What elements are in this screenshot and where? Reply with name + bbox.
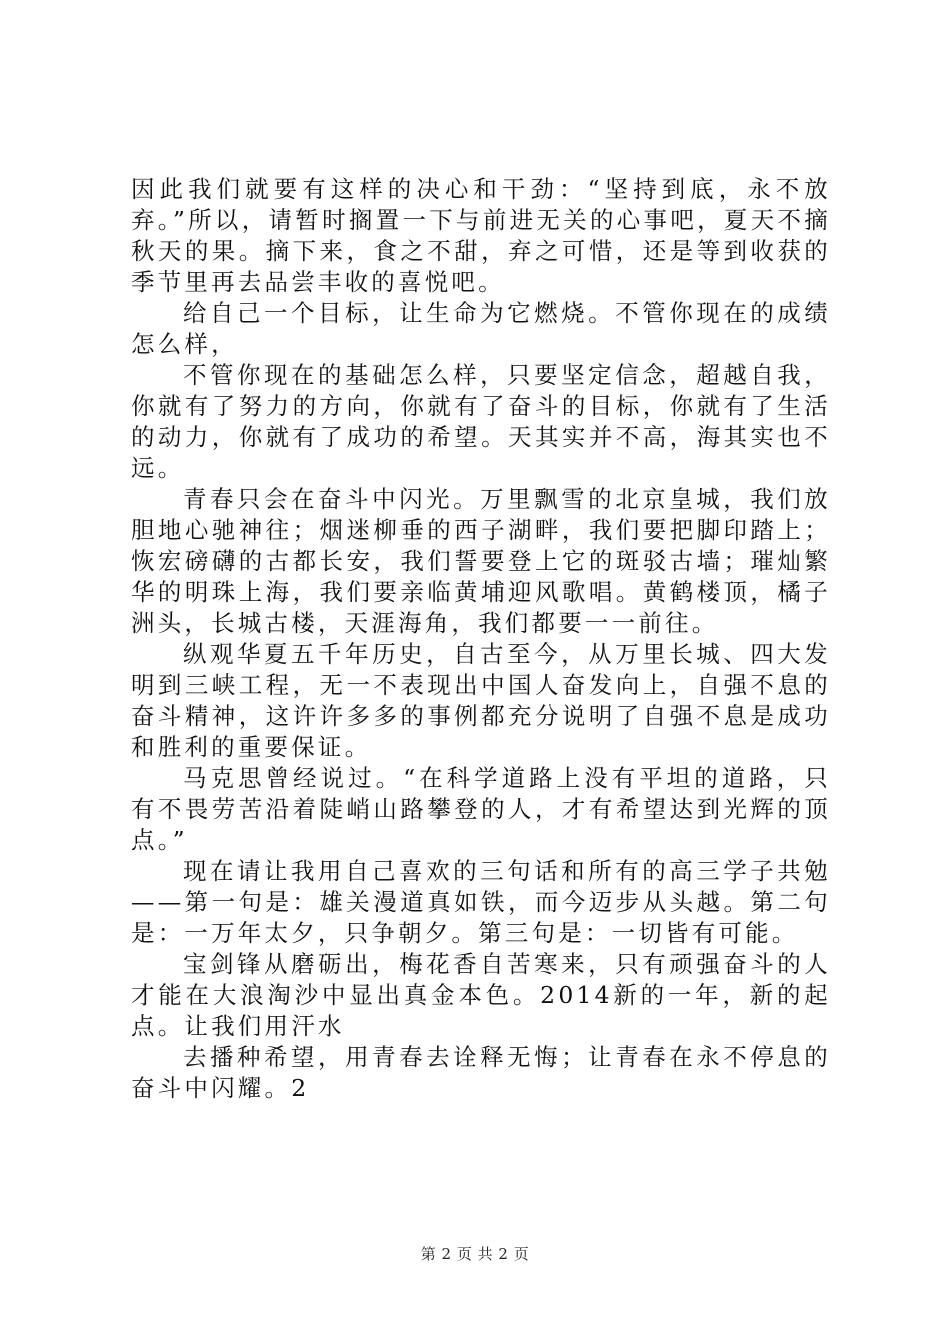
paragraph-1: 因此我们就要有这样的决心和干劲：“坚持到底，永不放弃。”所以，请暂时搁置一下与前进无关的心事吧，夏天不摘秋天的果。摘下来，食之不甜，弃之可惜，还是等到收获的季节里再去品尝丰收的喜悦吧。 [131,175,831,296]
page-number-footer: 第 2 页 共 2 页 [420,1245,530,1263]
paragraph-2: 给自己一个目标，让生命为它燃烧。不管你现在的成绩怎么样， [131,299,831,358]
paragraph-6: 马克思曾经说过。“在科学道路上没有平坦的道路，只有不畏劳苦沿着陡峭山路攀登的人，才有希望达到光辉的顶点。” [131,764,831,854]
paragraph-7: 现在请让我用自己喜欢的三句话和所有的高三学子共勉——第一句是：雄关漫道真如铁，而今迈步从头越。第二句是：一万年太夕，只争朝夕。第三句是：一切皆有可能。 [131,857,831,947]
paragraph-3: 不管你现在的基础怎么样，只要坚定信念，超越自我，你就有了努力的方向，你就有了奋斗的目标，你就有了生活的动力，你就有了成功的希望。天其实并不高，海其实也不远。 [131,361,831,482]
paragraph-5: 纵观华夏五千年历史，自古至今，从万里长城、四大发明到三峡工程，无一不表现出中国人奋发向上，自强不息的奋斗精神，这许许多多的事例都充分说明了自强不息是成功和胜利的重要保证。 [131,640,831,761]
paragraph-9: 去播种希望，用青春去诠释无悔；让青春在永不停息的奋斗中闪耀。2 [131,1043,831,1102]
paragraph-4: 青春只会在奋斗中闪光。万里飘雪的北京皇城，我们放胆地心驰神往；烟迷柳垂的西子湖畔，我们要把脚印踏上；恢宏磅礴的古都长安，我们誓要登上它的斑驳古墙；璀灿繁华的明珠上海，我们要亲临黄埔迎风歌唱。黄鹤楼顶，橘子洲头，长城古楼，天涯海角，我们都要一一前往。 [131,485,831,637]
document-body [131,174,831,1104]
paragraph-8: 宝剑锋从磨砺出，梅花香自苦寒来，只有顽强奋斗的人才能在大浪淘沙中显出真金本色。2014新的一年，新的起点。让我们用汗水 [131,950,831,1040]
